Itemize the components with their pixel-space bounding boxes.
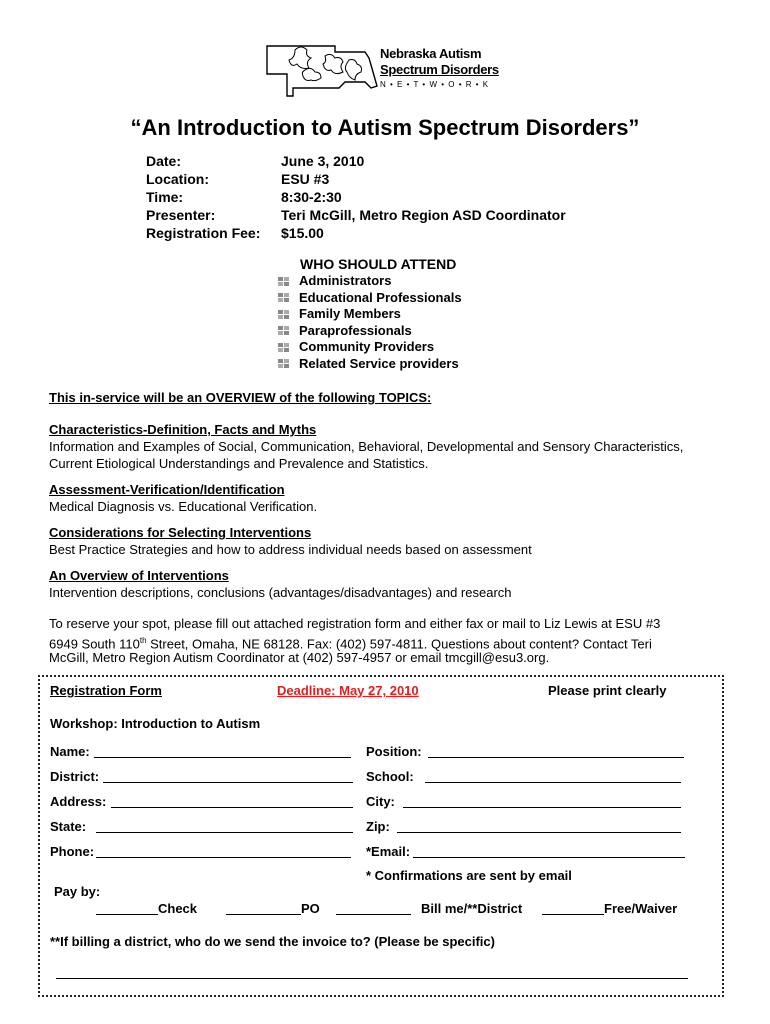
district-field[interactable] [103, 782, 353, 783]
email-field[interactable] [413, 857, 685, 858]
name-field[interactable] [94, 757, 351, 758]
puzzle-bullet-icon [277, 292, 291, 303]
pay-by-label: Pay by: [54, 884, 101, 899]
deadline: Deadline: May 27, 2010 [277, 683, 419, 698]
puzzle-bullet-icon [277, 309, 291, 320]
attendee-list [277, 273, 462, 372]
topic-heading: Assessment-Verification/Identification [49, 482, 285, 497]
attendee-label: Community Providers [299, 339, 435, 354]
detail-label: Registration Fee: [146, 225, 261, 241]
print-note: Please print clearly [548, 683, 667, 698]
list-item [277, 290, 462, 307]
form-title: Registration Form [50, 683, 162, 698]
puzzle-bullet-icon [277, 325, 291, 336]
pay-option-free-waiver: Free/Waiver [604, 901, 678, 916]
state-field[interactable] [96, 832, 353, 833]
email-label: *Email: [366, 844, 411, 859]
reserve-text-part: 6949 South 110 [49, 636, 140, 652]
attendee-label: Family Members [299, 306, 401, 321]
topic-heading: An Overview of Interventions [49, 568, 229, 583]
attendee-label: Related Service providers [299, 355, 459, 371]
detail-row [146, 224, 566, 242]
city-field[interactable] [403, 807, 681, 808]
topic-text: Medical Diagnosis vs. Educational Verification. [49, 499, 318, 514]
logo-line-3: N • E • T • W • O • R • K [380, 80, 490, 89]
position-field[interactable] [428, 757, 684, 758]
billing-answer-field[interactable] [56, 978, 688, 979]
puzzle-bullet-icon [277, 276, 291, 287]
school-field[interactable] [425, 782, 681, 783]
zip-field[interactable] [397, 832, 681, 833]
topic-text: Best Practice Strategies and how to address individual needs based on assessment [49, 542, 532, 557]
reserve-text-part: Street, Omaha, NE 68128. Fax: (402) 597-4811. Questions about content? Contact Teri [146, 636, 652, 652]
puzzle-bullet-icon [277, 358, 291, 369]
list-item [277, 339, 462, 356]
workshop-label: Workshop: Introduction to Autism [50, 716, 261, 731]
detail-label: Time: [146, 189, 184, 205]
detail-value: 8:30-2:30 [281, 189, 342, 205]
detail-value: ESU #3 [281, 171, 330, 187]
bill-me-blank[interactable] [336, 914, 411, 915]
detail-value: $15.00 [281, 225, 324, 241]
topic-heading: Characteristics-Definition, Facts and Myths [49, 422, 317, 437]
attendee-label: Educational Professionals [299, 289, 462, 305]
address-label: Address: [50, 794, 107, 809]
reserve-text: McGill, Metro Region Autism Coordinator at (402) 597-4957 or email tmcgill@esu3.org. [49, 650, 550, 665]
puzzle-bullet-icon [277, 342, 291, 353]
list-item [277, 306, 462, 323]
detail-value: Teri McGill, Metro Region ASD Coordinator [281, 207, 566, 223]
detail-row [146, 152, 566, 170]
list-item [277, 273, 462, 290]
list-item [277, 323, 462, 340]
free-waiver-blank[interactable] [542, 914, 604, 915]
position-label: Position: [366, 744, 422, 759]
detail-row [146, 188, 566, 206]
po-blank[interactable] [226, 914, 301, 915]
reserve-text: To reserve your spot, please fill out attached registration form and either fax or mail to Liz Lewis at ESU #3 [49, 616, 661, 631]
overview-heading: This in-service will be an OVERVIEW of the following TOPICS: [49, 390, 432, 405]
check-blank[interactable] [96, 914, 158, 915]
billing-note: **If billing a district, who do we send the invoice to? (Please be specific) [50, 934, 495, 949]
logo-line-1: Nebraska Autism [380, 46, 482, 61]
name-label: Name: [50, 744, 90, 759]
attendee-label: Administrators [299, 273, 392, 288]
school-label: School: [366, 769, 414, 784]
attendee-label: Paraprofessionals [299, 322, 412, 338]
superscript: th [139, 636, 147, 645]
page-title: “An Introduction to Autism Spectrum Disorders” [130, 115, 640, 140]
detail-row [146, 170, 566, 188]
topic-text: Intervention descriptions, conclusions (advantages/disadvantages) and research [49, 585, 512, 600]
pay-option-bill-me: Bill me/**District [421, 901, 523, 916]
phone-field[interactable] [96, 857, 351, 858]
detail-label: Location: [146, 171, 209, 187]
phone-label: Phone: [50, 844, 95, 859]
detail-label: Date: [146, 153, 182, 169]
confirm-note: * Confirmations are sent by email [366, 868, 572, 883]
detail-value: June 3, 2010 [281, 153, 365, 169]
district-label: District: [50, 769, 100, 784]
list-item [277, 356, 462, 373]
detail-row [146, 206, 566, 224]
who-should-attend-heading: WHO SHOULD ATTEND [300, 256, 457, 272]
topic-heading: Considerations for Selecting Interventions [49, 525, 312, 540]
zip-label: Zip: [366, 819, 390, 834]
event-details [146, 152, 566, 242]
topic-text: Current Etiological Understandings and Prevalence and Statistics. [49, 456, 429, 471]
address-field[interactable] [111, 807, 353, 808]
pay-option-po: PO [301, 901, 320, 916]
logo-line-2: Spectrum Disorders [380, 62, 499, 77]
topic-text: Information and Examples of Social, Communication, Behavioral, Developmental and Sensory Characteristics, [49, 439, 684, 454]
pay-option-check: Check [158, 901, 198, 916]
state-label: State: [50, 819, 87, 834]
detail-label: Presenter: [146, 207, 216, 223]
city-label: City: [366, 794, 395, 809]
